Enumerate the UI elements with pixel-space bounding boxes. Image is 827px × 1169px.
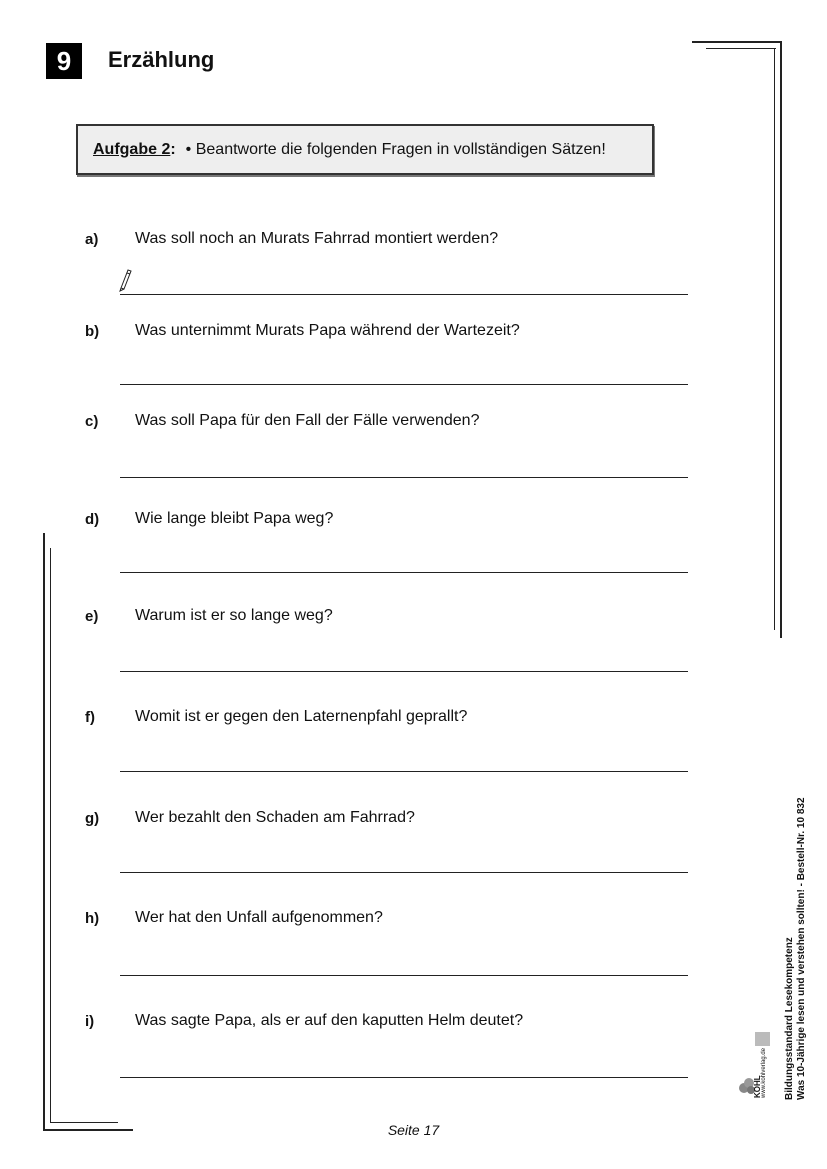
publisher-info xyxy=(784,797,808,1100)
question-text: Was sagte Papa, als er auf den kaputten Helm deutet? xyxy=(135,1012,524,1029)
task-instruction: • Beantworte die folgenden Fragen in vollständigen Sätzen! xyxy=(185,140,606,158)
chapter-number: 9 xyxy=(46,43,82,79)
frame-line xyxy=(774,48,775,630)
question-letter: a) xyxy=(85,231,99,248)
frame-line xyxy=(50,548,51,1123)
question-letter: c) xyxy=(85,413,99,430)
frame-line xyxy=(692,41,782,43)
question-letter: g) xyxy=(85,810,100,827)
question-text: Was soll Papa für den Fall der Fälle verwenden? xyxy=(135,412,480,429)
question-text: Warum ist er so lange weg? xyxy=(135,607,333,624)
pencil-icon xyxy=(118,266,132,292)
question-letter: d) xyxy=(85,511,100,528)
answer-line[interactable] xyxy=(120,1077,688,1078)
answer-line[interactable] xyxy=(120,975,688,976)
answer-line[interactable] xyxy=(120,384,688,385)
page-title: Erzählung xyxy=(108,47,215,72)
question-text: Wer bezahlt den Schaden am Fahrrad? xyxy=(135,809,415,826)
page-number: Seite 17 xyxy=(387,1122,440,1138)
question-text: Womit ist er gegen den Laternenpfahl geprallt? xyxy=(135,708,468,725)
question-letter: f) xyxy=(85,709,95,726)
task-box xyxy=(76,124,654,175)
answer-line[interactable] xyxy=(120,671,688,672)
task-colon: : xyxy=(170,140,176,158)
task-label: Aufgabe 2 xyxy=(93,140,171,158)
answer-line[interactable] xyxy=(120,872,688,873)
question-text: Was soll noch an Murats Fahrrad montiert werden? xyxy=(135,230,499,247)
frame-line xyxy=(706,48,776,49)
answer-line[interactable] xyxy=(120,477,688,478)
question-text: Was unternimmt Murats Papa während der Wartezeit? xyxy=(135,322,520,339)
question-text: Wie lange bleibt Papa weg? xyxy=(135,510,334,527)
answer-line[interactable] xyxy=(120,294,688,295)
answer-line[interactable] xyxy=(120,572,688,573)
question-letter: h) xyxy=(85,910,100,927)
series-title: Bildungsstandard Lesekompetenz xyxy=(784,937,795,1100)
answer-line[interactable] xyxy=(120,771,688,772)
question-letter: e) xyxy=(85,608,99,625)
series-subtitle: Was 10-Jährige lesen und verstehen sollten! - Bestell-Nr. 10 832 xyxy=(796,797,807,1100)
question-letter: i) xyxy=(85,1013,95,1030)
question-text: Wer hat den Unfall aufgenommen? xyxy=(135,909,383,926)
publisher-website: www.kohlverlag.de xyxy=(761,1047,767,1098)
frame-line xyxy=(780,41,782,638)
question-letter: b) xyxy=(85,323,100,340)
publisher-name: KOHL www.kohlverlag.de xyxy=(753,1047,767,1098)
frame-line xyxy=(43,533,45,1131)
